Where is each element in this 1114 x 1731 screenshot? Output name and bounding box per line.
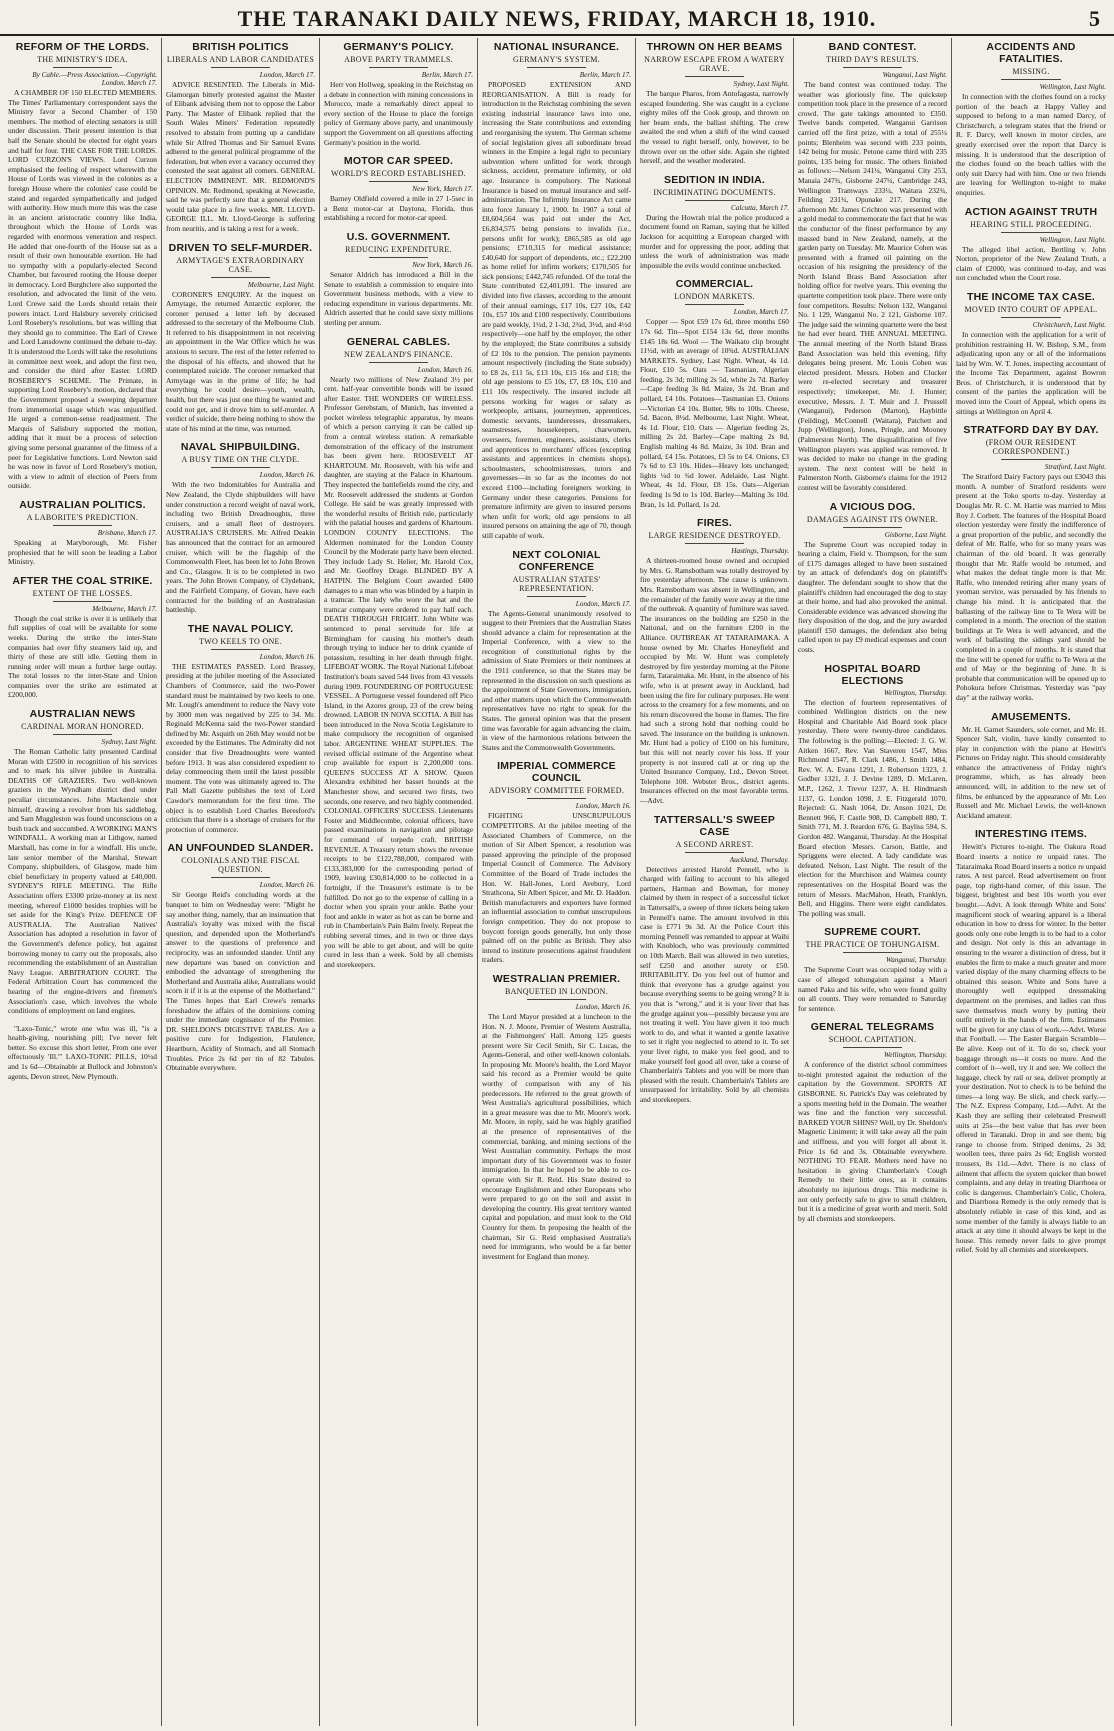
article bbox=[8, 708, 157, 1016]
article-body: Though the coal strike is over it is unlikely that full supplies of coal will be available for some weeks. During the strike the inter-State companies had over fifty steamers laid up, and thirty of these are still idle. Getting them in running order will mean a further large outlay. The total losses to the inter-State and Union companies over the strike are estimated at £200,000. bbox=[8, 613, 157, 700]
article-dateline: Hastings, Thursday. bbox=[731, 547, 789, 556]
article-subheading: EXTENT OF THE LOSSES. bbox=[32, 588, 133, 598]
article-dateline: London, March 17. bbox=[259, 71, 315, 79]
divider bbox=[843, 527, 903, 528]
column-1 bbox=[4, 38, 162, 1726]
article-body: During the Howrah trial the police produced a document found on Raman, saying that he killed Jackson for acquitting a European charged with murder and for oppressing the poor, adding that unless the work of administration was made impossible the evils would continue unchecked. bbox=[640, 212, 789, 270]
article bbox=[798, 41, 947, 493]
article-dateline: Christchurch, Last Night. bbox=[1032, 320, 1106, 329]
divider bbox=[53, 734, 113, 735]
article-body: In connection with the application for a writ of prohibition restraining H. W. Bishop, S.M., from adjudicating upon any or all of the informations laid by Wm. W. T. Jones, inspecting accountant of the Income Tax Department, against Bowron Bros. of Christchurch, it is understood that by consent of the parties the application will be moved into the Court of Appeal, which opens its sittings at Wellington on April 4. bbox=[956, 329, 1106, 416]
article bbox=[324, 231, 473, 328]
article-dateline: Wellington, Thursday. bbox=[883, 1051, 947, 1060]
article-body: The Roman Catholic laity presented Cardinal Moran with £2500 in recognition of his services and to mark his silver jubilee in Australia. DEATHS OF GRAZIERS. Two well-known graziers in the Wyndham district died under peculiar circumstances. John Mackenzie shot himself, drawing a revolver from his saddlebag, and Sam Muggleston was found unconscious on a bush track and succumbed. A WORKING MAN'S WINDFALL. A working man at Lithgow, named Marshall, has come in for a windfall. His uncle, late senior member of the Marshal, Stewart Company, shipbuilders, of Glasgow, made him chief beneficiary in property valued at £40,000. SYDNEY'S RIFLE MEETING. The Rifle Association offers £3300 prize-money at its next meeting, whereof £1000 besides trophies will be set aside for the King's Prize. DEFENCE OF AUSTRALIA. The Australian Natives' Association has adopted a resolution in favor of the Government's defence policy, but against borrowing money to carry out the proposals, also recommending the establishment of an Australian Navy League. ARBITRATION COURT. The Federal Arbitration Court has commenced the hearing of the engine-drivers and firemen's Association's case, which involves the whole conditions of employment on land engines. bbox=[8, 747, 157, 1016]
article-body: In connection with the clothes found on a rocky portion of the beach at Happy Valley and supposed to belong to a man named Darcy, of Christchurch, a telegram states that the friend or R. F. Darcy, well known in motor circles, are greatly exercised over the report that Darcy is missing. It is understood that the description of the clothes found on the beach tallies with the only suit Darcy had with him. One or two friends are leaving for Wellington to-night to make enquiries. bbox=[956, 92, 1106, 197]
divider bbox=[1001, 232, 1061, 233]
article bbox=[8, 575, 157, 700]
article-subheading: LARGE RESIDENCE DESTROYED. bbox=[648, 531, 781, 541]
divider bbox=[527, 596, 587, 597]
divider bbox=[211, 467, 271, 468]
article bbox=[166, 842, 315, 1072]
article-dateline: Brisbane, March 17. bbox=[97, 528, 157, 537]
masthead bbox=[0, 0, 1114, 36]
article-body: Barney Oldfield covered a mile in 27 1-5sec in a Benz motor-car at Daytona, Florida, thus establishing a record for motor-car speed. bbox=[324, 194, 473, 223]
article-dateline: Melbourne, Last Night. bbox=[247, 280, 315, 289]
article-dateline: London, March 17. bbox=[575, 599, 631, 608]
article-dateline: Sydney, Last Night. bbox=[101, 738, 157, 747]
article bbox=[956, 206, 1106, 283]
divider bbox=[843, 1047, 903, 1048]
page-number: 5 bbox=[1089, 6, 1100, 31]
article bbox=[482, 973, 631, 1261]
article-body: The Lord Mayor presided at a luncheon to the Hon. N. J. Moore, Premier of Western Australia, at the Fishmongers' Hall. Among 125 guests present were Sir Cecil Smith, Sir C. Lucas, the Agents-General, and other well-known colonials. In proposing Mr. Moore's health, the Lord Mayor said his record as a Premier would be quite worthy of comparison with any of his predecessors. He referred to the great growth of West Australia's agricultural possibilities, which in a great measure was due to Mr. Moore's work. Mr. Moore, in reply, said he was highly gratified at the presence of representatives of the commercial, banking, and mining sections of the West Australian community. Perhaps the most important duty of his Government was to foster immigration. In that he hoped to be able to co-operate with Sir R. Reid. His State desired to encourage Englishmen and other Europeans who were prepared to go on the soil and assist in developing the country. His great territory wanted capital and population, and must look to the Old Country for them. In proposing the health of the chairman, Sir G. Reid emphasised Australia's need for immigrants, who would be a far better investment for England than money. bbox=[482, 1011, 631, 1261]
divider bbox=[685, 200, 745, 201]
article-headline: A VICIOUS DOG. bbox=[829, 500, 916, 513]
divider bbox=[685, 543, 745, 544]
article-body: The Supreme Court was occupied today with a case of alleged tohungaism against a Maori named Paku and his wife, who were found guilty on all counts. They were remanded to Saturday for sentence. bbox=[798, 965, 947, 1013]
article-dateline: Wanganui, Thursday. bbox=[885, 956, 947, 965]
article-body: "Laxo-Tonic," wrote one who was ill, "is a health-giving, nourishing pill; I've never felt better. So excuse this short letter, From one ever effectuously 'Ill.'" LAXO-TONIC PILLS, 10½d and 1s 6d—Obtainable at Bullock and Johnston's agents, Devon street, New Plymouth. bbox=[8, 1023, 157, 1081]
divider bbox=[527, 999, 587, 1000]
article bbox=[640, 41, 789, 166]
article bbox=[8, 499, 157, 567]
article-headline: ACCIDENTS AND FATALITIES. bbox=[986, 41, 1076, 65]
divider bbox=[369, 362, 429, 363]
article bbox=[956, 291, 1106, 416]
divider bbox=[1001, 79, 1061, 80]
article-headline: COMMERCIAL. bbox=[675, 278, 754, 291]
article-dateline: Wellington, Thursday. bbox=[883, 688, 947, 697]
article-headline: TATTERSALL'S SWEEP CASE bbox=[653, 813, 776, 838]
article-subheading: ADVISORY COMMITTEE FORMED. bbox=[488, 786, 625, 796]
article-headline: MOTOR CAR SPEED. bbox=[343, 155, 454, 168]
article-body: THE ESTIMATES PASSED. Lord Brassey, presiding at the jubilee meeting of the Associated Chambers of Commerce, said the two-Power standard must be maintained by two keels to one. Mr. Lough's amendment to reduce the Navy vote by 3000 men was negatived by 225 to 34. Mr. Reginald McKenna said the two-Power standard defined by Mr. Asquith on 26th May would not be exceeded by the Estimates. The Admiralty did not consider that five Dreadnoughts were wanted before 1913. It was also considered expedient to delay commencing them until the latest possible moment. The vote was ultimately agreed to. The Pall Mall Gazette publishes the text of Lord Cawdor's memorandum for the first time. The object is to establish Lord Charles Beresford's criticism that there is a shortage of cruisers for the protection of commerce. bbox=[166, 661, 315, 834]
article-headline: AFTER THE COAL STRIKE. bbox=[12, 574, 153, 587]
article bbox=[640, 814, 789, 1105]
article-headline: WESTRALIAN PREMIER. bbox=[492, 972, 621, 985]
article-headline: INTERESTING ITEMS. bbox=[974, 828, 1088, 841]
article-subheading: MOVED INTO COURT OF APPEAL. bbox=[964, 304, 1098, 314]
article-subheading: AUSTRALIAN STATES' REPRESENTATION. bbox=[512, 574, 601, 593]
article bbox=[324, 155, 473, 223]
article-dateline: London, March 16. bbox=[417, 365, 473, 374]
divider bbox=[53, 601, 113, 602]
article-body: Hewitt's Pictures to-night. The Oakura Road Board inserts a notice re unpaid rates. The Tataraimaka Road Board inserts a notice re unpaid rates. A test parcel. Read advertisement on front page, top right-hand corner, of this issue. The biggest, brightest and best 10s worth you ever bought.—Advt. A look through White and Sons' magnificent stock of wearing apparel is a liberal education in how to dress for winter. In the better goods only one robe length is to be had to a color and design. Not only is this an advantage in ensuring to the wearer a distinction of dress, but it enables the firm to make a much greater and more varied display of the many charming effects to be obtained this season. White and Sons have a thoroughly well equipped dressmaking department on the premises, and ladies can thus save themselves much worry by putting their outfit entirely in the hands of the firm. Estimates will be given for any class of work.—Advt. Worse that Football. — The Easter Bargain Scramble—Be alive. Keep out of it. To do so, check your baggage through us—it costs no more. And the comfort of it—well, try it and see. We collect the luggage, check by rail or sea, deliver promptly at your destination. Not to check is to be behind the times—a long way. Be slick, and check early.—The N.Z. Express Company, Ltd.—Advt. At the Kash they are selling their celebrated Prestwell suits at 25s—the best value that has ever been offered in Taranaki. Drop in and see them; big range to choose from. Striped denims, 2s 3d; woollen tees, three pairs 2s 6d; English worsted trousers, 8s 11d.—Advt. There is no class of ailment that affects the system quicker than bowel complaints, and any delay in treating Diarrhoea or colic is dangerous. Chamberlain's Colic, Cholera, and Diarrhoea Remedy is the only remedy that is absolutely reliable in case of this kind, and as some member of the family is always liable to an attack at any time it should always be kept in the house. This remedy never fails to give prompt relief. Sold by all chemists and storekeepers. bbox=[956, 842, 1106, 1255]
article-subheading: DAMAGES AGAINST ITS OWNER. bbox=[806, 514, 939, 524]
article-subheading: THE PRACTICE OF TOHUNGAISM. bbox=[805, 940, 940, 950]
article-body: FIGHTING UNSCRUPULOUS COMPETITORS. At the jubilee meeting of the Associated Chambers of Commerce, on the motion of Sir Albert Spencer, a resolution was passed approving the principle of the proposed Imperial Council of Commerce. The Advisory Committee of the Board of Trade includes the Hon. W. Hall-Jones, Lord Avebury, Lord Strathcona, Sir Albert Spicer, and Mr. D. Haddon. British manufacturers and exporters have formed an influential association to combat unscrupulous foreign competition. They do not propose to boycott foreign goods generally, but only those palmed off on the public as British. They also intend to institute prosecutions against fraudulent traders. bbox=[482, 811, 631, 965]
article-dateline: London, March 17. bbox=[733, 308, 789, 317]
article-subheading: SCHOOL CAPITATION. bbox=[828, 1035, 917, 1045]
article-subheading: INCRIMINATING DOCUMENTS. bbox=[653, 187, 776, 197]
article-subheading: TWO KEELS TO ONE. bbox=[198, 636, 283, 646]
article-headline: AUSTRALIAN POLITICS. bbox=[19, 498, 146, 511]
article bbox=[798, 1021, 947, 1223]
article bbox=[8, 41, 157, 491]
article-body: The barque Pharos, from Antofagasta, narrowly escaped foundering. She was caught in a cyclone eighty miles off the Cook group, and thrown on her beam ends, the ballast shifting. The crew awaited the end when a shift of the wind caused the vessel to right herself, only, however, to be thrown over on the other side. Again she righted herself, and the weather moderated. bbox=[640, 89, 789, 166]
article-dateline: Berlin, March 17. bbox=[579, 71, 631, 79]
article-subheading: WORLD'S RECORD ESTABLISHED. bbox=[331, 169, 466, 179]
article-headline: SEDITION IN INDIA. bbox=[663, 173, 766, 186]
article-headline: AMUSEMENTS. bbox=[991, 710, 1071, 723]
article-dateline: Wanganui, Last Night. bbox=[882, 71, 947, 79]
article-subheading: (FROM OUR RESIDENT CORRESPONDENT.) bbox=[985, 438, 1077, 457]
article bbox=[798, 663, 947, 919]
article-headline: THE NAVAL POLICY. bbox=[187, 622, 294, 635]
divider bbox=[53, 67, 113, 68]
article-body: Mr. H. Garnet Saunders, sole cornet, and Mr. H. Spencer Salt, violin, have kindly consented to play in conjunction with the piano at Hewitt's Pictures on Friday night. This should considerably enhance the attractiveness of Friday night's programme, which, as has already been announced, will, in addition to the new set of films, be enhanced by the appearance of Mr. Leo Russell and Mr. Michael Lewis, the well-known Auckland amateur. bbox=[956, 724, 1106, 820]
article-subheading: GERMANY'S SYSTEM. bbox=[513, 55, 600, 64]
article-dateline: London, March 16. bbox=[575, 1002, 631, 1011]
article-subheading: BANQUETED IN LONDON. bbox=[504, 986, 609, 996]
article-headline: ACTION AGAINST TRUTH bbox=[964, 205, 1098, 218]
article-headline: IMPERIAL COMMERCE COUNCIL bbox=[497, 760, 616, 785]
article-subheading: LONDON MARKETS. bbox=[674, 292, 755, 302]
article-headline: STRATFORD DAY BY DAY. bbox=[963, 424, 1099, 437]
divider bbox=[53, 525, 113, 526]
article-headline: THE INCOME TAX CASE. bbox=[966, 290, 1096, 303]
article-headline: GERMANY'S POLICY. bbox=[343, 41, 454, 53]
article-subheading: THE MINISTRY'S IDEA. bbox=[37, 55, 128, 64]
divider bbox=[685, 304, 745, 305]
article-headline: BAND CONTEST. bbox=[828, 41, 917, 53]
article-dateline: Sydney, Last Night. bbox=[733, 80, 789, 88]
article bbox=[956, 424, 1106, 702]
divider bbox=[843, 952, 903, 953]
article-dateline: London, March 16. bbox=[259, 652, 315, 661]
column-2 bbox=[162, 38, 320, 1726]
article-headline: THROWN ON HER BEAMS bbox=[646, 41, 783, 53]
article bbox=[640, 278, 789, 509]
article bbox=[482, 41, 631, 541]
article-body: The Agents-General unanimously resolved to suggest to their Premiers that the Australian States should advance a claim for representation at the Imperial Conference, with a view to the recognition of constitutional rights by the admission of State Premiers or their nominees at the 1911 conference, so that the States may be represented in the discussion on such questions as the appointment of State Governors, immigration, and other matters upon which the Commonwealth representatives have no right to speak for the States. The general opinion was that the present time was favorable for again advancing the claim, in view of the harmonious relations between the States and the Commonwealth Governments. bbox=[482, 608, 631, 752]
article bbox=[166, 623, 315, 835]
article-dateline: Berlin, March 17. bbox=[421, 71, 473, 79]
article-headline: U.S. GOVERNMENT. bbox=[346, 230, 451, 243]
article-subheading: REDUCING EXPENDITURE. bbox=[345, 244, 452, 254]
newspaper-title: THE TARANAKI DAILY NEWS, FRIDAY, MARCH 18, 1910. bbox=[237, 6, 877, 31]
article-body: The Supreme Court was occupied today in hearing a claim, Field v. Thompson, for the sum of £175 damages alleged to have been sustained by an attack of defendant's dog on plaintiff's daughter. The defendant sought to show that the plaintiff's children had encouraged the dog to stay at their home, and had also provoked the animal. Considerable evidence was advanced showing the fiery disposition of the dog, and the jury awarded plaintiff £50 damages, the defendant also being called upon to pay £9 medical expenses and court costs. bbox=[798, 539, 947, 655]
divider bbox=[211, 877, 271, 878]
article-headline: GENERAL TELEGRAMS bbox=[810, 1021, 935, 1034]
article-subheading: LIBERALS AND LABOR CANDIDATES bbox=[166, 55, 315, 64]
article-body: The Stratford Dairy Factory pays out £3043 this month. A number of Stratford residents were present at the Toko sports to-day. Yesterday at Douglas Mr. R. C. M. Hartie was married to Miss Roy J. Corbett. The features of the Hospital Board election yesterday were firstly the indifference of a great proportion of the public, and secondly the defeat of Mr. Ralfe, who for so many years was chairman of the old board. It was generally thought that Mr. Ralfe would be returned, and what makes the defeat tingle more is that Mr. Ralfe, who intended retiring after many years of yeoman service, was persuaded by his friends to change his mind. It is anticipated that the ballasting of the railway line to Te Wera will be completed in a month. The erection of the station buildings at Te Wera is well advanced, and the work of ballasting the sidings yard should be completed in a couple of months. It is stated that the line will be opened for traffic to Te Wera at the end of May or the beginning of June. It is probable that communication will be opened up to Pohokura before Christmas. Yesterday was "pay day" at the railway works. bbox=[956, 472, 1106, 702]
column-5 bbox=[636, 38, 794, 1726]
article-body: Speaking at Maryborough, Mr. Fisher prophesied that he will soon be leading a Labor Ministry. bbox=[8, 537, 157, 567]
article-body: The band contest was continued today. The weather was gloriously fine. The quickstep competition took place in the presence of a record crowd. The gate takings amounted to £350. Twelve bands competed. Wanganui Garrison carried off the first prize, with a total of 255¼ points; Blenheim was second with 233 points, 142 being for music. Petone came third with 235 points, 135 being for music. The others finished as follows:—Nelson 241¼, Wanganui City 253, Manaia 247¾, Gisborne 247¼, Cambridge 243, Wellington Tramways 233¼, Waitara 232¾, Feilding 231¾, Opunake 217. During the afternoon Mr. James Crichton was presented with a gold medal to commemorate the fact that he was the conductor of the finest performance by any massed band in New Zealand, namely, at the garden party on Tuesday. Mr. Maurice Cohen was presented with a framed oil painting on the occasion of his resigning the presidency of the North Island Brass Band Association after holding office for twelve years. This evening the quartette competition took place. There were only four competitors. Results: Nelson 132, Wanganui No. 1 129, Wanganui No. 2 121, Gisborne 107. The judge said the winning quartette were the best he had ever heard. THE ANNUAL MEETING. The annual meeting of the North Island Brass Band Association was held this evening, fifty delegates being present. Mr. Louis Cohen was elected president. Messrs. Hoben and Clucker were re-elected secretary and treasurer respectively; timekeeper, Mr. J. Hunter; executive, Messrs. J. T. Muir and J. Prussell (Wanganui), Pederson (Marton), Haybittle (Feilding), McConnell (Waitara), Patchett and Jupp (Wellington), Jones, Pringle, and Mooney (Palmerston North). The disqualification of five Wellington players was applied was removed. It was decided to make no change in the grading system. The next contest will be held in Palmerston North. Gisborne's claims for the 1912 contest will be favorably considered. bbox=[798, 80, 947, 492]
article-body: ADVICE RESENTED. The Liberals in Mid-Glamorgan bitterly protested against the Master of Elibank advising them not to oppose the Labor Party. The Master of Elibank replied that the South Wales Miners' Federation repeatedly resolved to abstain from putting up a candidate while Sir Alfred Thomas and Sir Samuel Evans adhered to the general political programme of the federation, but when ever a vacancy occurred they contested the seat against all comers. GENERAL ELECTION IMMINENT. MR. REDMOND'S OPINION. Mr. Redmond, speaking at Newcastle, said he was perfectly sure that a general election would take place in a few weeks. MR. LLOYD-GEORGE ILL. Mr. Lloyd-George is suffering from neuritis, and is taking a rest for a week. bbox=[166, 80, 315, 233]
article-dateline: Wellington, Last Night. bbox=[1039, 235, 1106, 244]
article-body: CORONER'S ENQUIRY. At the inquest on Armytage, the returned Antarctic explorer, the coroner perused a letter left by deceased addressed to the secretary of the Melbourne Club. It referred to his disappointment in not receiving an appointment in the War Office which he was anxious to secure. The rest of the letter referred to the disposal of his effects, and showed that he contemplated suicide. The coroner remarked that Armytage was in the prime of life; he had everything he could desire—youth, wealth, health, but there was just one thing he wanted and could not get, and it drove him to self-murder. A verdict of suicide, there being nothing to show the state of his mind at the time, was returned. bbox=[166, 289, 315, 433]
article-subheading: A SECOND ARREST. bbox=[675, 839, 754, 849]
article-headline: BRITISH POLITICS bbox=[192, 41, 289, 53]
article-subheading: COLONIALS AND THE FISCAL QUESTION. bbox=[181, 856, 300, 875]
article-body: A conference of the district school committees to-night protested against the reduction of the capitation by the Government. SPORTS AT GISBORNE. St. Patrick's Day was celebrated by a sports meeting held in the Domain. The weather was fine and the function very successful. BARKED YOUR SHINS? Well, try Dr. Sheldon's Magnetic Liniment; it will take away all the pain and stiffness, and you will forget all about it. Price 1s 6d and 3s. Obtainable everywhere. NOTHING TO FEAR. Mothers need have no hesitation in giving Chamberlain's Cough Remedy to their little ones, as it contains absolutely no injurious drugs. This medicine is not only perfectly safe to give to small children, but it is a medicine of great worth and merit. Sold by all chemists and storekeepers. bbox=[798, 1060, 947, 1223]
article-dateline: New York, March 17. bbox=[412, 185, 473, 194]
article-dateline: Gisborne, Last Night. bbox=[884, 530, 947, 539]
article bbox=[956, 828, 1106, 1255]
article-headline: NEXT COLONIAL CONFERENCE bbox=[512, 548, 601, 573]
newspaper-columns bbox=[4, 38, 1110, 1726]
article-body: Senator Aldrich has introduced a Bill in the Senate to establish a commission to enquire into Government business methods, with a view to reducing expenditure in various departments. Mr. Aldrich asserted that he could save sixty millions sterling per annum. bbox=[324, 269, 473, 327]
divider bbox=[527, 67, 587, 68]
article-body: The election of fourteen representatives of combined Wellington districts on the new Hospital and Charitable Aid Board took place yesterday. There were twenty-three candidates. The following is the polling:—Elected: J. G. W. Aitken 1667, Rev. Van Staveren 1547, Miss Richmond 1547, R. Clark 1486, J. Smith 1484, Rev. W. A. Evans 1291, J. Robertson 1323, J. Godber 1321, J. J. Devine 1289, D. McLaren, M.P., 1262, J. Trevor 1237, A. H. Hindmarsh 1137, G. London 1098, J. E. Fitzgerald 1070. Rejected: G. Nash 1064, Dr. Anson 1021, Dr. Bennett 966, F. Castle 908, D. Campbell 880, T. Smith 771, M. J. Reardon 676, G. Bayliss 594, S. Gordon 482. Wanganui, Thursday. At the Hospital Board election Messrs. Carson, Battle, and Spriggens were elected. A lady candidate was defeated. Nelson, Last Night. The result of the election for the Murchison and Waimea county representatives on the Hospital Board was the return of Messrs. MacMahon, Heath, Franklyn, Bell, and Higgins. There were eight candidates. The polling was small. bbox=[798, 697, 947, 918]
article-subheading: A BUSY TIME ON THE CLYDE. bbox=[181, 455, 300, 465]
divider bbox=[1001, 459, 1061, 460]
article bbox=[166, 441, 315, 614]
article-subheading: THIRD DAY'S RESULTS. bbox=[826, 55, 919, 64]
divider bbox=[369, 67, 429, 68]
article bbox=[956, 41, 1106, 198]
divider bbox=[211, 649, 271, 650]
article-headline: AN UNFOUNDED SLANDER. bbox=[167, 842, 314, 855]
article bbox=[166, 242, 315, 434]
article-subheading: NEW ZEALAND'S FINANCE. bbox=[344, 349, 453, 359]
article-headline: GENERAL CABLES. bbox=[346, 335, 451, 348]
article-body: A CHAMBER OF 150 ELECTED MEMBERS. The Times' Parliamentary correspondent says the Ministry favor a Second Chamber of 150 members. The method of electing senators is still under discussion. Their present intention is that half the Senate should be elected for eight years and half for four. THE CASE FOR THE LORDS. LORD CURZON'S VIEWS. Lord Curzon emphasised the feeling of respect wherewith the House of Lords was viewed in the colonies as a foreign House where the colonies' case could be stated and regarded sympathetically and judged with authority. How much more this was the case in an ancient aristocratic country like India, throughout which the House of Lords was regarded with enormous veneration and respect. He added that one-fourth of the House sat as a result of their own honourable exertion. He had no sympathy with a popularly-elected Second Chamber, but favoured rooting the House deeper in democracy. Lord Burghclere also supported the resolution, and advocated the limit of the veto. Lord Crewe said the Lords should retain their powers intact. Lord Halsbury severely criticised Lord Rosebery's resolutions, but was willing that they should go to committee. The Earl of Crewe and Lord Lansdowne continued the debate to-day. It is understood the Lords will take the resolutions in committee next week, and adopt the first two, and consider the third after Easter. LORD ROSEBERY'S SCHEME. The Primate, in supporting Lord Rosebery's motion, declared that the Government proposed a sweeping departure from immemorial usage which was unjustified. He urged a common-sense readjustment. The Marquis of Salisbury supported the motion, adding that it must be a process of selection giving some personal guarantee of the fitness of a peer for Legislative functions. Lord Newton said he was now in favor of Lord Rosebery's motion, with a view to admit of election of Peers from outside. bbox=[8, 88, 157, 491]
column-3 bbox=[320, 38, 478, 1726]
article bbox=[798, 926, 947, 1013]
article-body: With the two Indomitables for Australia and New Zealand, the Clyde shipbuilders will have under construction a record weight of naval work, including two British Dreadnoughts, three cruisers, and a small fleet of destroyers. AUSTRALIA'S CRUISERS. Mr. Alfred Deakin has announced that the contract for an armoured cruiser, which will be the flagship of the Commonwealth Fleet, has been let to John Brown and Co., Glasgow. It is to be completed in two years. The John Brown Company, of Clydebank, and the Fairfield Company, of Govan, have each contracted for the building of an Australasian battleship. bbox=[166, 480, 315, 615]
divider bbox=[843, 67, 903, 68]
article bbox=[482, 760, 631, 965]
article bbox=[166, 41, 315, 234]
article-headline: SUPREME COURT. bbox=[824, 926, 921, 939]
column-6 bbox=[794, 38, 952, 1726]
column-4 bbox=[478, 38, 636, 1726]
article-subheading: HEARING STILL PROCEEDING. bbox=[970, 219, 1092, 229]
divider bbox=[1001, 317, 1061, 318]
article-body: Nearly two millions of New Zealand 3½ per cent. half-year convertible bonds will be issued after Easter. THE WONDERS OF WIRELESS. Professor Gerebstam, of Munich, has invented a pocket wireless telegraphic apparatus, by means of which a person carrying it can be called up from a central wireless station. A remarkable demonstration of the efficacy of the instrument has been given here. ROOSEVELT AT KHARTOUM. Mr. Roosevelt, with his wife and daughter, are staying at the Palace in Khartoum. They inspected the battlefields round the city, and Mr. Roosevelt addressed the students at Gordon College. He said he was greatly impressed with the wonderful results of British rule, particularly with the palatial houses and gardens of Khartoum. LONDON COUNTY ELECTIONS. The Aldermen nominated for the London County Council by the Moderate party have been elected. They include Lady St. Helier, Mr. Harold Cox, and Mr. Geoffrey Drage. BLINDED BY A HATPIN. The Belgium Court awarded £400 damages to a man who was blinded by a hatpin in a tramcar. The lady who wore the hat and the tramcar company were ordered to pay half each. DEATH THROUGH FRIGHT. John White was sentenced to penal servitude for life at Birmingham for causing his mother's death through trying to induce her to drink cyanide of potassium, resulting in her death through fright. LIFEBOAT WORK. The Royal National Lifeboat Institution's boats saved 544 lives from 43 vessels during 1909. FOUNDERING OF PORTUGUESE VESSEL. A Portuguese vessel foundered off Pico Island, in the Azores group, 23 of the crew being drowned. LABOR IN NOVA SCOTIA. A Bill has been introduced in the Nova Scotia Legislature to make compulsory the recognition of organised labor. ARGENTINE WHEAT SUPPLIES. The revised official estimate of the Argentine wheat crop available for export is 2,200,000 tons. QUEEN'S SUCCESS AT A SHOW. Queen Alexandra exhibited her basset hounds at the Manchester show, and secured two firsts, two seconds, one reserve, and two highly commended. COLONIAL OFFICERS' SUCCESS. Lieutenants Foster and Middlecombe, colonial officers, have passed examinations in navigation and pilotage for command of torpedo craft. BRITISH REVENUE. A Treasury return shows the revenue receipts to be £122,788,000, compared with £133,383,000 for the corresponding period of 1909, leaving £30,814,000 to be collected in a fortnight, if the Treasurer's estimate is to be fulfilled. Do not go to the expense of calling in a doctor when you sprain your ankle. Bathe your foot and ankle in water as hot as can be borne and rub in Chamberlain's Pain Balm freely. Repeat the rubbing several times, and in two or three days you will be able to get about, and will be quite cured in less than a week. Sold by all chemists and storekeepers. bbox=[324, 374, 473, 969]
article-dateline: London, March 16. bbox=[575, 802, 631, 811]
divider bbox=[527, 798, 587, 799]
article-subheading: ABOVE PARTY TRAMMELS. bbox=[344, 55, 453, 64]
article-headline: REFORM OF THE LORDS. bbox=[15, 41, 150, 53]
article-dateline: By Cable.—Press Association.—Copyright. London, March 17. bbox=[32, 71, 157, 87]
article bbox=[956, 711, 1106, 821]
divider bbox=[685, 852, 745, 853]
article-body: PROPOSED EXTENSION AND REORGANISATION. A Bill is ready for introduction in the Reichstag combining the seven existing industrial insurance laws into one, increasing the State contributions and extending and reorganising the system. The German scheme of social legislation gives all subordinate bread winners in the Empire a legal right to pecuniary subvention where unfitted for work through sickness, accident, premature infirmity, or old age. Insurance is compulsory. The National Insurance is based on mutual insurance and self-administration. The Infirmity Insurance Act came into force January 1, 1900. In 1907 a total of £8,604,564 was paid out under the Act, £6,834,575 being pensions to invalids (i.e., persons unfit for work); £865,585 as old age pensions; £710,315 for medical assistance; £40,640 for support of dependents, etc.; £22,200 as home relief for infirm workers; £170,505 for sick pensions; £442,745 refunded. Of the total the State contributed £2,401,091. The insured are divided into five classes, according to the amount of their annual earnings, £17 10s, £27 10s, £42 10s, £57 10s and £100 respectively. Contributions are paid weekly, 1½d, 2 1-3d, 2¾d, 3½d, and 4½d respectively—one half by the employer, the other by the employed; the State contributes a subsidy of £2 10s to the pension. The pension payments amount respectively (including the State subsidy) to £8 2s, £11 5s, £13 10s, £15 16s and £18; the old age pensions to £5 10s, £7, £8 10s, £10 and £11 10s respectively. The insured include all persons working for wages or salary as workpeople, artisans, journeymen, apprentices, domestic servants, launderesses, dressmakers, seamstresses, housekeepers, charwomen, overseers, foremen, engineers, assistants, clerks and apprentices to merchants' offices (excepting assistants and apprentices in chemists shops), schoolmasters, schoolmistresses, tutors and governesses—in so far as the incomes do not exceed £100—including foreigners working in Germany under these categories. Pensions for premature infirmity are given to insured persons when unfit for work; old age pensions to all insured persons on attaining the age of 70, though still capable of work. bbox=[482, 80, 631, 540]
column-7 bbox=[952, 38, 1110, 1726]
article bbox=[8, 1024, 157, 1082]
article-body: Herr von Hollweg, speaking in the Reichstag on a debate in connection with mining concessions in Morocco, made a remarkably direct appeal to every section of the House to place the foreign policy of Germany above party, and unanimously support the Government on all questions affecting Germany's position in the world. bbox=[324, 80, 473, 147]
article-body: Sir George Reid's concluding words at the banquet to him on Wednesday were: "Might he say another thing, namely, that an insinuation that Australia's loyalty was mixed with the fiscal question, and depended upon the Motherland's answer to the questions of preference and reciprocity, was an unfounded slander. Until any new departure was based on conviction and embodied the advantage of strengthening the Motherland and Australia alike, Australians would scorn it if it is at the expense of the Motherland." The Times hopes that Earl Crewe's remarks foreshadow the affairs of the dominions coming under the immediate cognisance of the Premier. DR. SHELDON'S DIGESTIVE TABLES. Are a positive cure for Indigestion, Flatulence, Heartburn, Acidity of Stomach, and all Stomach Troubles. Price 2s 6d per tin of 82 Tabules. Obtainable everywhere. bbox=[166, 890, 316, 1073]
divider bbox=[369, 257, 429, 258]
article-subheading: ARMYTAGE'S EXTRAORDINARY CASE. bbox=[176, 255, 305, 274]
article-body: Copper — Spot £59 17s 6d, three months £60 17s 6d. Tin—Spot £154 13s 6d, three months £145 18s 6d. Wool — The Waikato clip brought 11½d, with an average of 10¾d. AUSTRALIAN MARKETS. Sydney, Last Night. Wheat, 4s 1d. Flour, £10 5s. Oats — Tasmanian, Algerian feeding, 2s 3d; milling 2s 5d, white 2s 7d. Barley—Cape feeding 3s 8d. Maize, 3s 2d. Bran and pollard, £4 10s. Potatoes—Tasmanian £3. Onions—Victorian £4 10s. Butter, 98s to 100s. Cheese, 5d. Bacon, 8½d. Melbourne, Last Night. Wheat, 4s 1d. Flour, £10. Oats — Algerian feeding 2s, milling 2s 2d. Barley—Cape malting 2s 8d, English malting 4s 8d. Maize, 3s 10d. Bran and pollard, £4 15s. Potatoes, £3 5s to £4. Onions, £3 7s 6d to £3 10s. Hides—Heavy lots unchanged; lights ¼d to ¾d lower. Adelaide, Last Night. Wheat, 4s 1d. Flour, £8 15s. Oats—Algerian feeding 1s 9d to 1s 10d. Barley—Malting 3s 10d. Bran, 1s 1d. Pollard, 1s 2d. bbox=[640, 317, 789, 509]
article-dateline: Stratford, Last Night. bbox=[1044, 463, 1106, 472]
article-headline: FIRES. bbox=[696, 517, 733, 530]
article-dateline: Auckland, Thursday. bbox=[729, 855, 789, 864]
divider bbox=[369, 181, 429, 182]
article bbox=[798, 501, 947, 655]
article-subheading: MISSING. bbox=[1012, 67, 1050, 76]
divider bbox=[211, 67, 271, 68]
article-dateline: Calcutta, March 17. bbox=[730, 203, 789, 212]
article-headline: DRIVEN TO SELF-MURDER. bbox=[168, 241, 313, 254]
article-body: A thirteen-roomed house owned and occupied by Mrs. G. Ramsbotham was totally destroyed by fire yesterday afternoon. The cause is unknown. Mrs. Ramsbotham was absent in Wellington, and the remainder of the family were away at the time of the outbreak. A quantity of furniture was saved. The insurances on the building are £250 in the National, and on the furniture £200 in the Alliance. OUTBREAK AT TATARAIMAKA. A house owned by Mr. Charles Honeyfield and occupied by Mr. W. Hunt was completely destroyed by fire yesterday morning at the Pitone farm, Tataraimaka. Mr. Hunt, in the absence of his wife, who is at present away in Auckland, had been using the fire for culinary purposes. He went across to the creamery for a few moments, and on his return discovered the house in flames. The fire had such a strong hold that nothing could be saved. The insurance on the building is unknown. Mr. Hunt had a policy of £100 on his furniture, but this will not nearly cover his loss. If your property is not insured call at or ring up the United Insurance Company, Ltd., Devon Street. Telephone 108. Webster Bros., district agents. Insurances effected on the most favorable terms.—Advt. bbox=[640, 556, 789, 806]
article-dateline: London, March 16. bbox=[259, 881, 315, 890]
article-subheading: CARDINAL MORAN HONORED. bbox=[21, 722, 144, 732]
article-dateline: London, March 16. bbox=[259, 471, 315, 480]
article bbox=[324, 41, 473, 147]
article bbox=[640, 174, 789, 271]
article bbox=[482, 549, 631, 753]
article-dateline: Wellington, Last Night. bbox=[1039, 83, 1106, 91]
article-body: The alleged libel action, Bertling v. John Norton, proprietor of the New Zealand Truth, a claim of £2000, was continued to-day, and was not concluded when the Court rose. bbox=[956, 244, 1106, 283]
divider bbox=[211, 277, 271, 278]
article-headline: NAVAL SHIPBUILDING. bbox=[180, 441, 301, 454]
article bbox=[640, 517, 789, 805]
article-subheading: A LABORITE'S PREDICTION. bbox=[26, 512, 139, 522]
article-headline: AUSTRALIAN NEWS bbox=[29, 708, 136, 721]
article-body: Detectives arrested Harold Pennell, who is charged with failing to account to his alleged partners, Harman and Bowman, for money claimed by them in respect of a successful ticket in Tattersall's, a sweep of three tickets being taken in Pennell's name. The amount involved in this case is £771 9s 3d. At the Police Court this morning Pennell was remanded to appear at Waihi with Knobloch, who was previously committed on 10th March. Bail was allowed in two sureties, self £250 and another surety or £50. IRRITABILITY. Do you feel out of humor and think that everyone has a grudge against you because everything seems to be going wrong? It is you that is "wrong," and it is your liver that has the grudge against you—possibly because you are not treating it well. You have given it too much work to do, and what it wanted a gentle laxative to set it right you neglected to attend to it. To set your liver right, to make you feel good, and to make yourself feel good all over, take a course of Chamberlain's Tablets and you will be more than pleased with the result. Chamberlain's Tablets are unsurpassed for irritability. Sold by all chemists and storekeepers. bbox=[640, 864, 790, 1104]
article-dateline: Melbourne, March 17. bbox=[92, 604, 157, 613]
divider bbox=[685, 76, 745, 77]
article-dateline: New York, March 16. bbox=[412, 260, 473, 269]
article-subheading: NARROW ESCAPE FROM A WATERY GRAVE. bbox=[644, 55, 785, 73]
article-headline: HOSPITAL BOARD ELECTIONS bbox=[824, 662, 921, 687]
article-headline: NATIONAL INSURANCE. bbox=[493, 41, 620, 53]
article bbox=[324, 336, 473, 970]
